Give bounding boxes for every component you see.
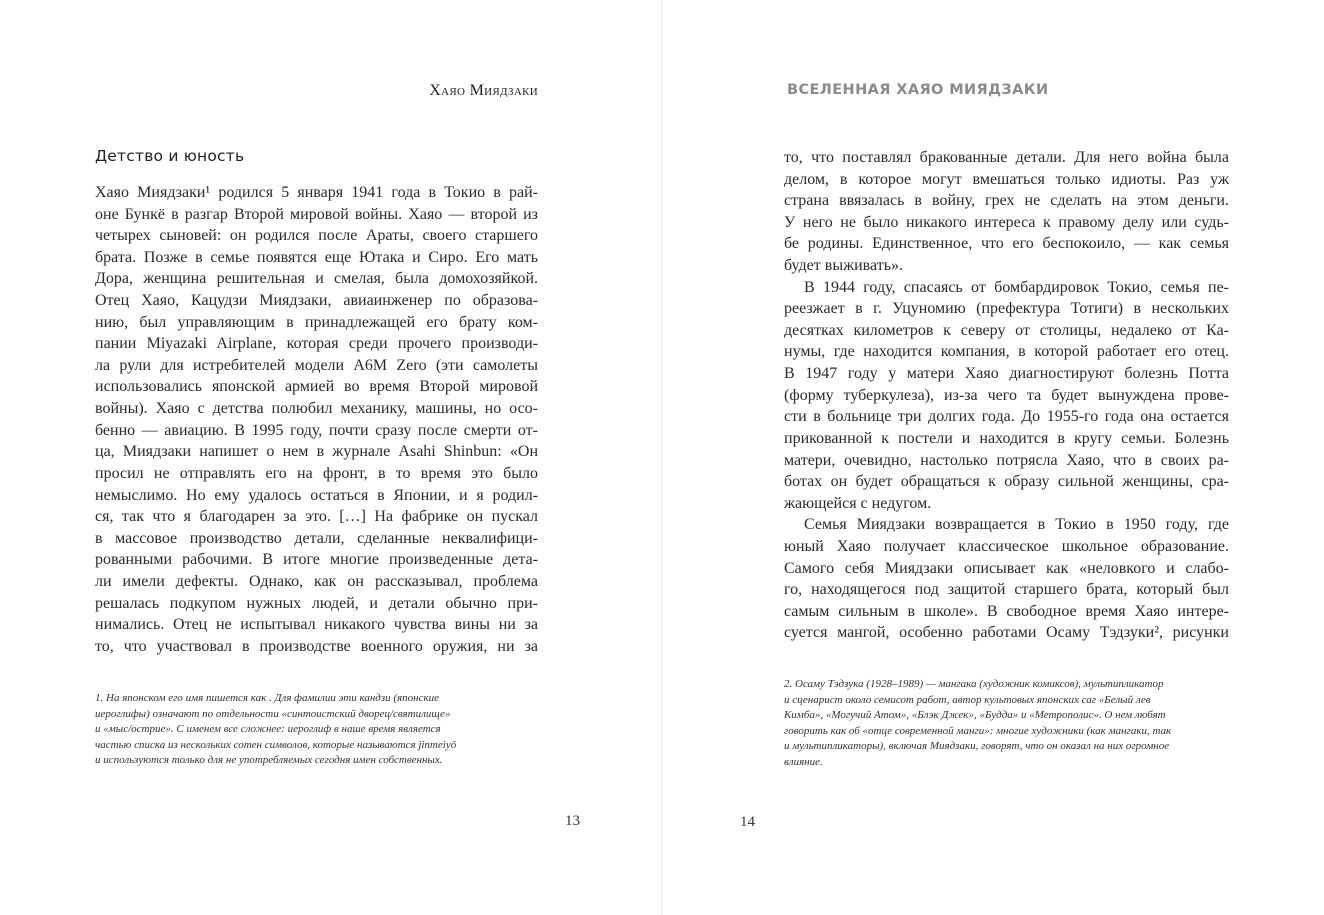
- running-head: Хаяо Миядзаки: [429, 82, 538, 99]
- text-line: ли имели дефекты. Однако, как он рассказывал, проблема: [95, 572, 538, 590]
- text-line: Хаяо Миядзаки¹ родился 5 января 1941 года в Токио в рай-: [95, 184, 538, 201]
- footnote-line: 1. На японском его имя пишется как . Для фамилии эти кандзи (японские: [95, 692, 440, 704]
- footnote-line: частью списка из нескольких сотен символов, которые называются jinmeiyō: [95, 738, 457, 751]
- footnote-line: иероглифы) означают по отдельности «синтоистский дворец/святилище»: [95, 707, 451, 720]
- page-number: 13: [565, 813, 580, 829]
- chapter-title: Детство и юность: [95, 147, 245, 165]
- footnote-line: и мультипликаторы), включая Миядзаки, говорят, что он оказал на них огромное: [784, 740, 1170, 753]
- footnote-line: Кимба», «Могучий Атом», «Блэк Джек», «Будда» и «Метрополис». О нем любят: [784, 709, 1166, 722]
- text-line: пании Miyazaki Airplane, которая среди прочего производи-: [95, 335, 538, 353]
- page-number: 14: [740, 814, 755, 830]
- text-line: Самого себя Миядзаки описывает как «неловкого и слабо-: [784, 559, 1229, 577]
- text-line: бенно — авиацию. В 1995 году, почти сразу после смерти от-: [95, 421, 538, 439]
- text-line: страна ввязалась в войну, грех не сделать на этом деньги.: [784, 192, 1229, 210]
- text-line: ла рули для истребителей модели A6M Zero (эти самолеты: [95, 356, 538, 374]
- text-line: рованными рабочими. В итоге многие произведенные дета-: [95, 551, 538, 569]
- text-line: Отец Хаяо, Кацудзи Миядзаки, авиаинженер по образова-: [95, 292, 538, 310]
- text-line: Семья Миядзаки возвращается в Токио в 1950 году, где: [804, 516, 1229, 534]
- text-line: десятках километров к северу от столицы, недалеко от Ка-: [784, 321, 1229, 339]
- text-line: оне Бункё в разгар Второй мировой войны. Хаяо — второй из: [95, 205, 538, 223]
- text-line: суется мангой, особенно работами Осаму Тэдзуки², рисунки: [784, 624, 1229, 642]
- text-line: то, что участвовал в производстве военного оружия, ни за: [95, 637, 538, 655]
- text-line: решалась подкупом нужных людей, и детали обычно при-: [95, 594, 538, 612]
- text-line: У него не было никакого интереса к правому делу или судь-: [784, 213, 1229, 231]
- footnote-line: 2. Осаму Тэдзука (1928–1989) — мангака (художник комиксов), мультипликатор: [784, 678, 1164, 690]
- text-line: в массовое производство детали, сделанные неквалифици-: [95, 529, 538, 547]
- right-page: [662, 0, 1324, 915]
- text-line: сти в больнице три долгих года. До 1955-го года она остается: [784, 408, 1229, 426]
- text-line: просил не отправлять его на фронт, в то время это было: [95, 464, 538, 482]
- footnote: [95, 691, 525, 769]
- text-line: войны). Хаяо с детства полюбил механику, машины, но осо-: [95, 400, 538, 418]
- text-line: матери, очевидно, настолько потрясла Хаяо, что в своих ра-: [784, 451, 1229, 469]
- text-line: брата. Позже в семье появятся еще Ютака и Сиро. Его мать: [95, 248, 538, 266]
- text-line: бе родины. Единственное, что его беспокоило, — как семья: [784, 235, 1229, 253]
- text-line: то, что поставлял бракованные детали. Для него война была: [784, 149, 1229, 166]
- text-line: ся, так что я благодарен за это. […] На фабрике он пускал: [95, 508, 538, 526]
- text-line: жающейся с недугом.: [784, 494, 932, 512]
- text-line: Дора, женщина решительная и смелая, была домохозяйкой.: [95, 270, 538, 288]
- text-line: прикованной к постели и находится в кругу семьи. Болезнь: [784, 429, 1229, 447]
- footnote-line: и используются только для не употребляемых сегодня имен собственных.: [95, 754, 443, 767]
- text-line: го, находящегося под защитой старшего брата, который был: [784, 581, 1229, 599]
- footnote: [784, 677, 1224, 771]
- footnote-line: и «мыс/острие». С именем все сложнее: иероглиф в наше время является: [95, 723, 441, 736]
- text-line: делом, в которое могут вмешаться только идиоты. Раз уж: [784, 170, 1229, 188]
- text-line: использовались японской армией во время Второй мировой: [95, 378, 538, 396]
- text-line: будет выживать».: [784, 257, 903, 275]
- footnote-line: влияние.: [784, 755, 823, 768]
- footnote-line: говорить как об «отце современной манги»: многие художники (как мангаки, так: [784, 724, 1172, 737]
- text-line: ца, Миядзаки напишет о нем в журнале Asahi Shinbun: «Он: [95, 443, 538, 461]
- text-line: (форму туберкулеза), из-за чего та будет вынуждена прове-: [784, 386, 1229, 404]
- text-line: немыслимо. Но ему удалось остаться в Японии, и я родил-: [95, 486, 538, 504]
- text-line: ботах он будет обращаться к образу сильной женщины, сра-: [784, 473, 1229, 491]
- text-line: нимались. Отец не испытывал никакого чувства вины ни за: [95, 616, 538, 634]
- text-line: реезжает в г. Уцуномию (префектура Тотиги) в нескольких: [784, 300, 1229, 318]
- body-text: [95, 182, 538, 657]
- text-line: нию, был управляющим в принадлежащей его брату ком-: [95, 313, 538, 331]
- body-text: [784, 147, 1229, 644]
- text-line: В 1944 году, спасаясь от бомбардировок Токио, семья пе-: [804, 278, 1229, 296]
- text-line: юный Хаяо получает классическое школьное образование.: [784, 537, 1229, 555]
- text-line: В 1947 году у матери Хаяо диагностируют болезнь Потта: [784, 365, 1229, 383]
- running-head: ВСЕЛЕННАЯ ХАЯО МИЯДЗАКИ: [787, 82, 1049, 98]
- text-line: самым сильным в школе». В свободное время Хаяо интере-: [784, 602, 1229, 620]
- left-page: [0, 0, 661, 915]
- text-line: нумы, где находится компания, в которой работает его отец.: [784, 343, 1229, 361]
- footnote-line: и сценарист около семисот работ, автор культовых японских саг «Белый лев: [784, 693, 1151, 706]
- text-line: четырех сыновей: он родился после Араты, своего старшего: [95, 227, 538, 245]
